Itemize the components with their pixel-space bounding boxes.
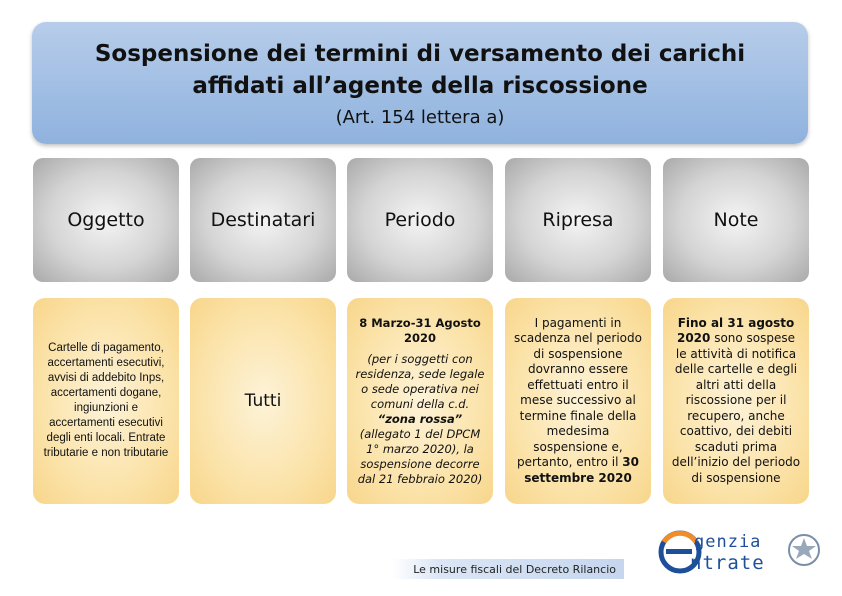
header-note: Note bbox=[663, 158, 809, 282]
ripresa-cell bbox=[505, 298, 651, 504]
destinatari-cell bbox=[190, 298, 336, 504]
header-ripresa: Ripresa bbox=[505, 158, 651, 282]
header-oggetto: Oggetto bbox=[33, 158, 179, 282]
title-line-1: Sospensione dei termini di versamento dei carichi bbox=[94, 41, 746, 67]
footer-text: Le misure fiscali del Decreto Rilancio bbox=[413, 562, 616, 576]
logo-accent-arc bbox=[664, 533, 696, 542]
periodo-cell bbox=[347, 298, 493, 504]
title-banner bbox=[32, 22, 808, 144]
emblem-star bbox=[792, 538, 816, 559]
header-destinatari: Destinatari bbox=[190, 158, 336, 282]
periodo-detail-prefix: (per i soggetti con residenza, sede legale o sede operativa nei comuni della c.d. bbox=[355, 351, 485, 411]
periodo-detail-bold: “zona rossa” bbox=[377, 411, 463, 426]
note-text bbox=[670, 316, 802, 487]
destinatari-text: Tutti bbox=[244, 391, 282, 411]
ripresa-text-bold: 30 settembre 2020 bbox=[524, 455, 639, 485]
agenzia-entrate-logo bbox=[652, 524, 822, 576]
note-text-bold: Fino al 31 agosto 2020 bbox=[676, 315, 795, 346]
title-line-2: affidati all’agente della riscossione bbox=[192, 73, 648, 99]
note-text-main: sono sospese le attività di notifica delle cartelle e degli altri atti della riscossione per il recupero, anche coattivo, dei debiti scaduti prima dell’inizio del periodo di sospensione bbox=[671, 331, 801, 485]
header-periodo: Periodo bbox=[347, 158, 493, 282]
periodo-main: 8 Marzo-31 Agosto 2020 bbox=[359, 315, 481, 345]
periodo-detail-suffix: (allegato 1 del DPCM 1° marzo 2020), la sospensione decorre dal 21 febbraio 2020) bbox=[357, 426, 483, 486]
periodo-detail bbox=[354, 352, 486, 487]
logo-bar bbox=[666, 549, 692, 554]
page-title bbox=[32, 38, 808, 102]
logo-text-agenzia: genzia bbox=[694, 532, 762, 552]
oggetto-text: Cartelle di pagamento, accertamenti esecutivi, avvisi di addebito Inps, accertamenti dogane, ingiunzioni e accertamenti esecutivi degli enti locali. Entrate tributarie e non tributarie bbox=[43, 342, 169, 459]
title-subtitle: (Art. 154 lettera a) bbox=[335, 107, 505, 128]
logo-text-entrate: ntrate bbox=[690, 552, 765, 574]
ripresa-text bbox=[512, 316, 644, 487]
ripresa-text-main: I pagamenti in scadenza nel periodo di sospensione dovranno essere effettuati entro il mese successivo al termine finale della medesima sospensione e, pertanto, entro il bbox=[514, 315, 642, 470]
footer-banner bbox=[392, 559, 624, 579]
oggetto-cell bbox=[33, 298, 179, 504]
note-cell bbox=[663, 298, 809, 504]
